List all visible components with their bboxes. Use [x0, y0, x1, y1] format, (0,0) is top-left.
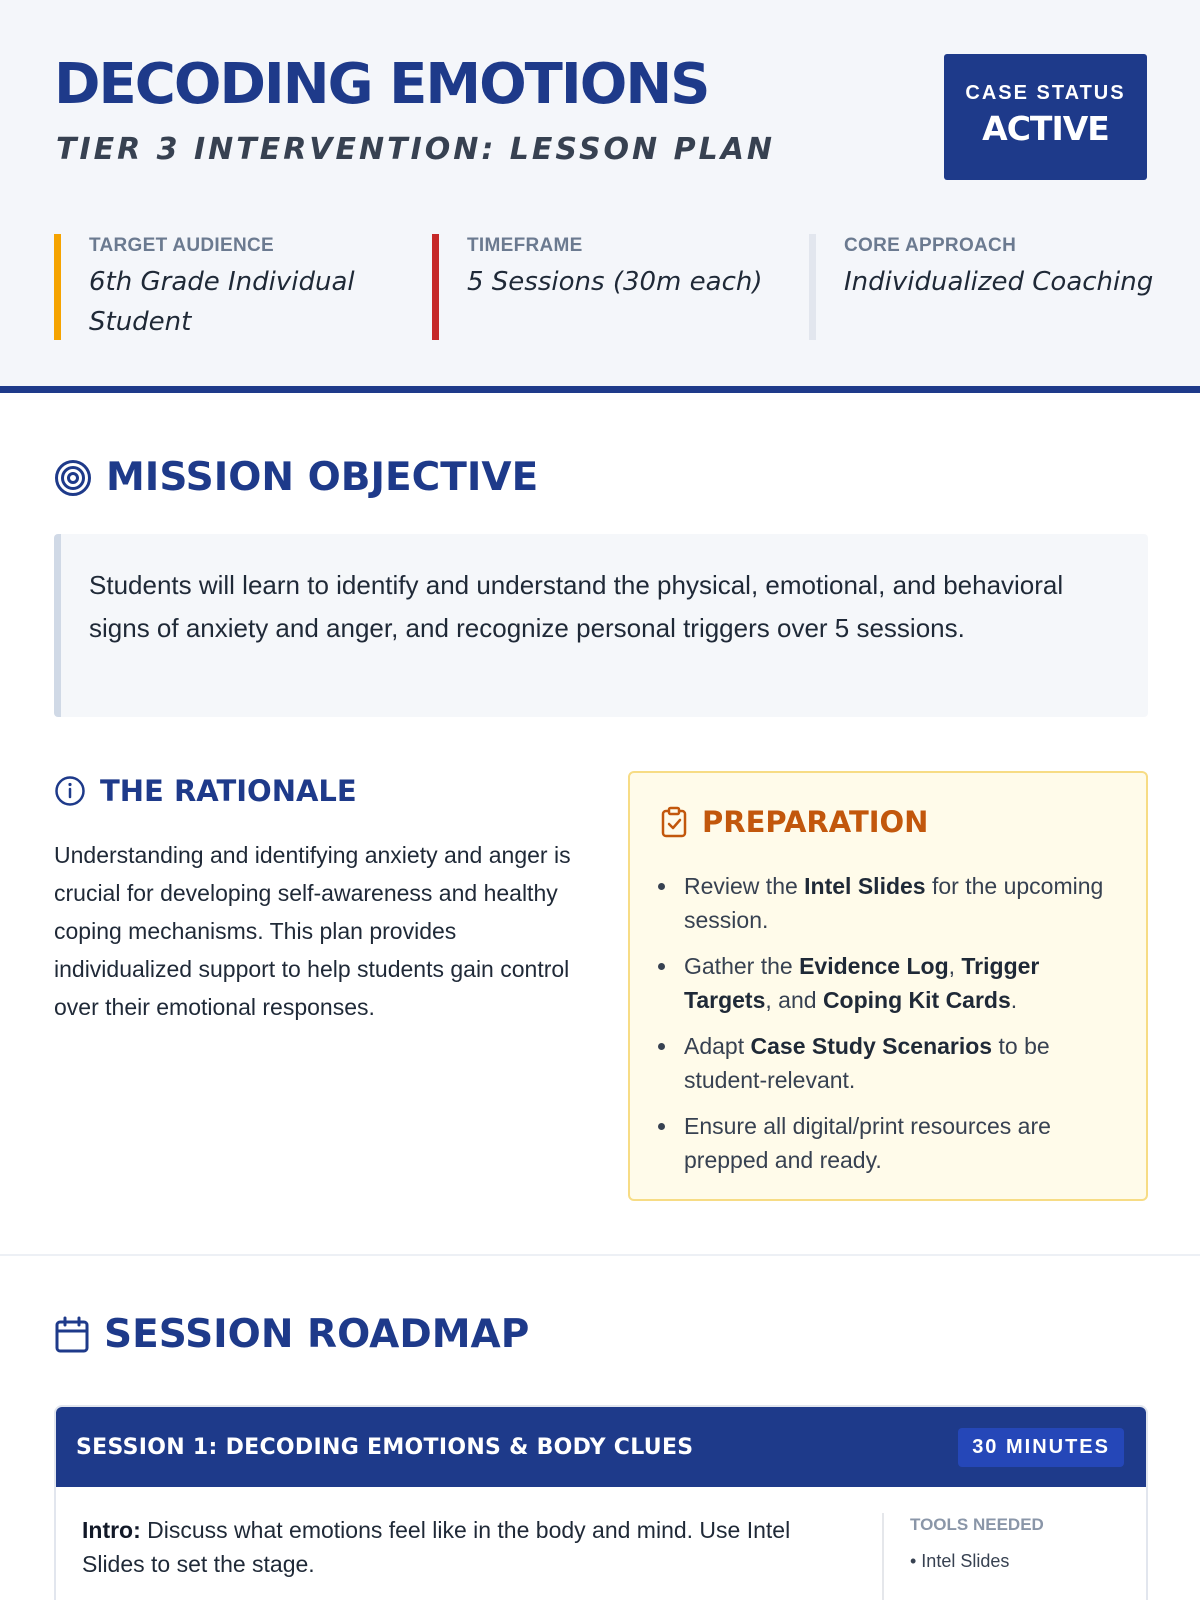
section-divider: [0, 1254, 1200, 1256]
session-intro: [82, 1513, 842, 1581]
intro-text: Discuss what emotions feel like in the body and mind. Use Intel Slides to set the stage.: [82, 1517, 791, 1577]
target-icon: [54, 459, 92, 497]
meta-timeframe: [432, 234, 792, 340]
list-item: Ensure all digital/print resources are prepped and ready.: [684, 1109, 1124, 1177]
list-item: Adapt Case Study Scenarios to be student-relevant.: [684, 1029, 1124, 1097]
page-subtitle: TIER 3 INTERVENTION: LESSON PLAN: [56, 132, 776, 167]
case-status-value: ACTIVE: [982, 109, 1109, 148]
tools-needed: [882, 1513, 1044, 1600]
mission-objective-title: MISSION OBJECTIVE: [106, 455, 539, 500]
meta-target-audience: [54, 234, 414, 340]
session-roadmap-heading: [54, 1312, 529, 1357]
preparation-heading: [660, 805, 928, 839]
list-item: Review the Intel Slides for the upcoming session.: [684, 869, 1124, 937]
mission-objective-text: Students will learn to identify and understand the physical, emotional, and behavioral signs of anxiety and anger, and recognize personal triggers over 5 sessions.: [54, 534, 1148, 717]
session-name: SESSION 1: DECODING EMOTIONS & BODY CLUES: [76, 1434, 694, 1460]
mission-objective-heading: [54, 455, 538, 500]
preparation-title: PREPARATION: [702, 805, 929, 839]
rationale-text: Understanding and identifying anxiety and anger is crucial for developing self-awareness and healthy coping mechanisms. This plan provides individualized support to help students gain control over their emotional responses.: [54, 842, 571, 1020]
session-card: [54, 1405, 1148, 1600]
meta-label: TARGET AUDIENCE: [89, 235, 274, 256]
meta-value: 5 Sessions (30m each): [467, 267, 763, 297]
meta-label: CORE APPROACH: [844, 235, 1017, 256]
info-icon: [54, 775, 86, 807]
rationale-title: THE RATIONALE: [100, 774, 357, 808]
preparation-list: [684, 869, 1124, 1189]
intro-label: Intro:: [82, 1517, 141, 1543]
tools-label: TOOLS NEEDED: [910, 1515, 1044, 1534]
meta-value: 6th Grade Individual Student: [89, 267, 355, 337]
list-item: Gather the Evidence Log, Trigger Targets, and Coping Kit Cards.: [684, 949, 1124, 1017]
case-status-label: CASE STATUS: [965, 82, 1126, 104]
tool-item: • Intel Slides: [910, 1551, 1010, 1571]
case-status-badge: [944, 54, 1147, 180]
rationale-heading: [54, 774, 357, 808]
session-duration-badge: 30 MINUTES: [958, 1428, 1124, 1467]
calendar-icon: [54, 1316, 90, 1354]
meta-value: Individualized Coaching: [844, 267, 1154, 297]
meta-core-approach: [809, 234, 1169, 340]
meta-label: TIMEFRAME: [467, 235, 583, 256]
session-roadmap-title: SESSION ROADMAP: [104, 1312, 530, 1357]
clipboard-check-icon: [660, 806, 688, 838]
session-header: [56, 1407, 1146, 1487]
page-title: DECODING EMOTIONS: [54, 52, 709, 117]
preparation-card: [628, 771, 1148, 1201]
header: [0, 0, 1200, 393]
